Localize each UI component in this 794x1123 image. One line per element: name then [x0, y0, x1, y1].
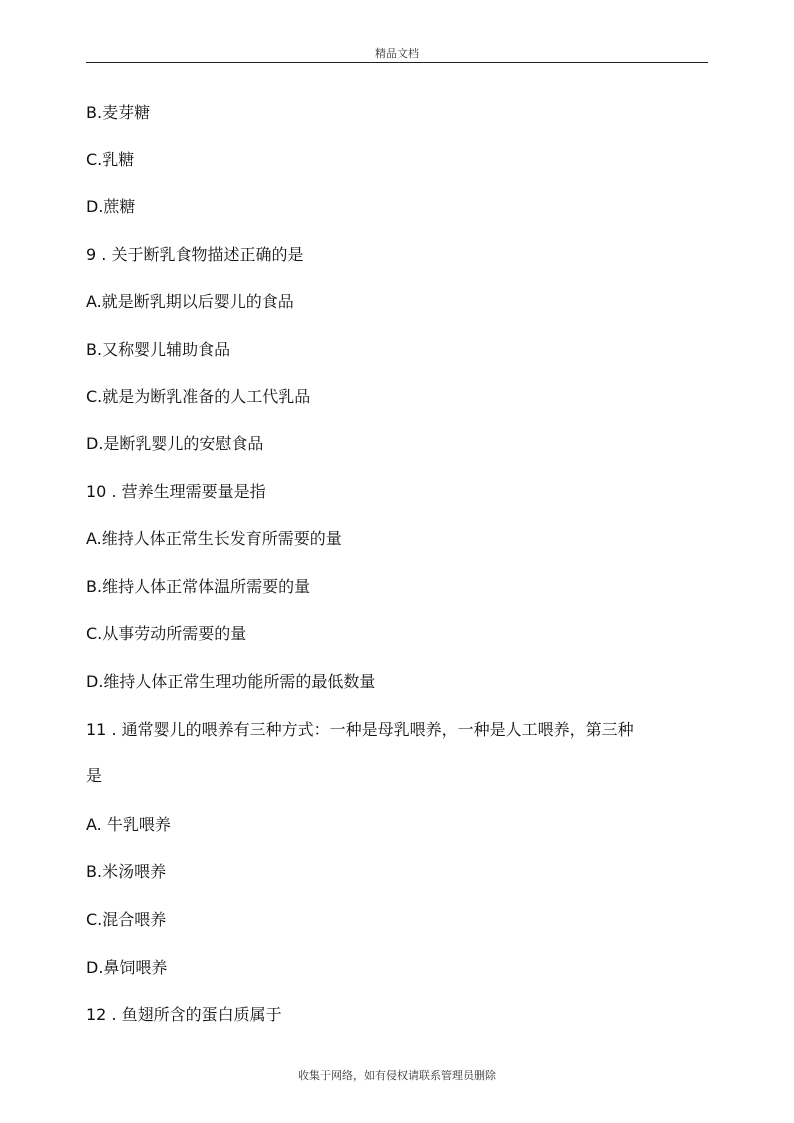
- question-line: 11 . 通常婴儿的喂养有三种方式：一种是母乳喂养，一种是人工喂养，第三种: [86, 720, 634, 739]
- option-line: A.就是断乳期以后婴儿的食品: [86, 292, 294, 311]
- option-line: B.麦芽糖: [86, 103, 151, 122]
- option-line: B.米汤喂养: [86, 862, 167, 881]
- option-line: C.乳糖: [86, 150, 135, 169]
- option-line: A. 牛乳喂养: [86, 815, 171, 834]
- option-line: B.又称婴儿辅助食品: [86, 340, 231, 359]
- option-line: A.维持人体正常生长发育所需要的量: [86, 529, 342, 548]
- option-line: D.蔗糖: [86, 197, 136, 216]
- option-line: B.维持人体正常体温所需要的量: [86, 577, 311, 596]
- option-line: D.维持人体正常生理功能所需的最低数量: [86, 672, 376, 691]
- page-footer: 收集于网络，如有侵权请联系管理员删除: [298, 1069, 496, 1082]
- question-line: 10 . 营养生理需要量是指: [86, 482, 266, 501]
- question-line: 9 . 关于断乳食物描述正确的是: [86, 245, 304, 264]
- option-line: C.从事劳动所需要的量: [86, 624, 247, 643]
- option-line: D.鼻饲喂养: [86, 958, 168, 977]
- header-title: 精品文档: [375, 47, 419, 60]
- option-line: C.就是为断乳准备的人工代乳品: [86, 387, 311, 406]
- question-line: 12 . 鱼翅所含的蛋白质属于: [86, 1005, 282, 1024]
- option-line: C.混合喂养: [86, 910, 167, 929]
- header-divider: [86, 62, 708, 63]
- question-line-continued: 是: [86, 766, 103, 785]
- page-header: [0, 0, 794, 70]
- option-line: D.是断乳婴儿的安慰食品: [86, 434, 264, 453]
